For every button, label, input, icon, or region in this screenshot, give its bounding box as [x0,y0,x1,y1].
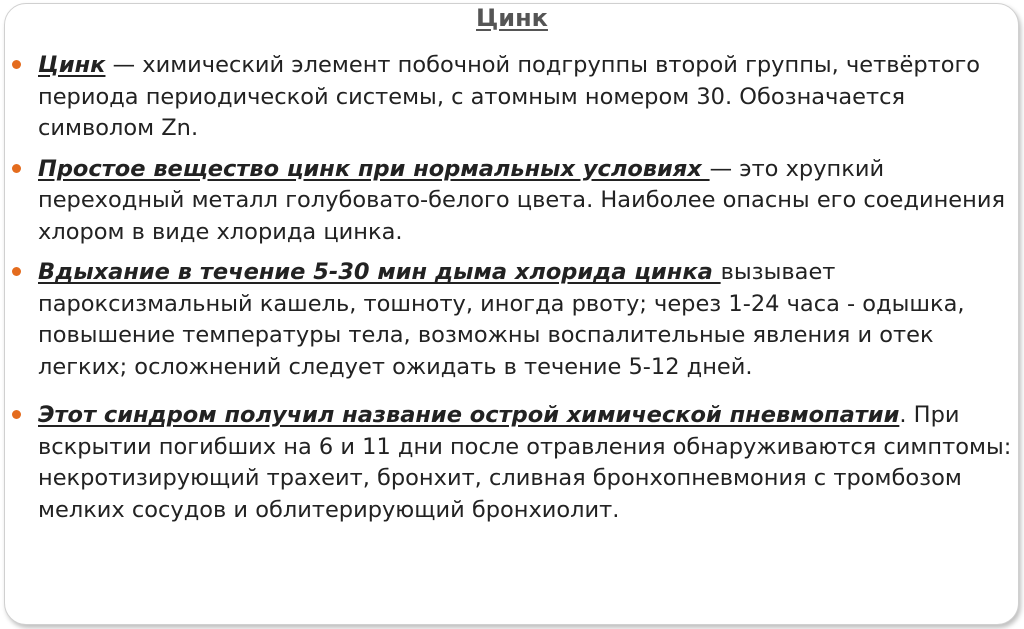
bullet-item [12,50,1012,145]
bullet-item [12,154,1012,249]
bullet-text: — это хрупкий переходный металл голубовато-белого цвета. Наиболее опасны его соединения хлором в виде хлорида цинка. [38,155,1005,245]
slide-content [12,50,1012,535]
bullet-term: Простое вещество цинк при нормальных условиях [38,155,710,182]
bullet-text: вызывает пароксизмальный кашель, тошноту, иногда рвоту; через 1-24 часа - одышка, повышение температуры тела, возможны воспалительные явления и отек легких; осложнений следует ожидать в течение 5-12 дней. [38,259,965,380]
bullet-term: Этот синдром получил название острой химической пневмопатии [38,402,900,428]
bullet-dot-icon [12,267,21,276]
bullet-dot-icon [12,164,21,173]
bullet-dot-icon [12,60,21,69]
bullet-item [12,400,1012,526]
bullet-term: Цинк [38,52,106,78]
bullet-item [12,257,1012,383]
bullet-term: Вдыхание в течение 5-30 мин дыма хлорида цинка [38,259,721,285]
slide-title: Цинк [476,4,548,32]
bullet-text: — химический элемент побочной подгруппы второй группы, четвёртого периода периодической системы, с атомным номером 30. Обозначается символом Zn. [38,52,981,141]
bullet-text: . При вскрытии погибших на 6 и 11 дни после отравления обнаруживаются симптомы: некротизирующий трахеит, бронхит, сливная бронхопневмония с тромбозом мелких сосудов и облитерирующий бронхиолит. [38,402,1012,523]
bullet-dot-icon [12,410,21,419]
